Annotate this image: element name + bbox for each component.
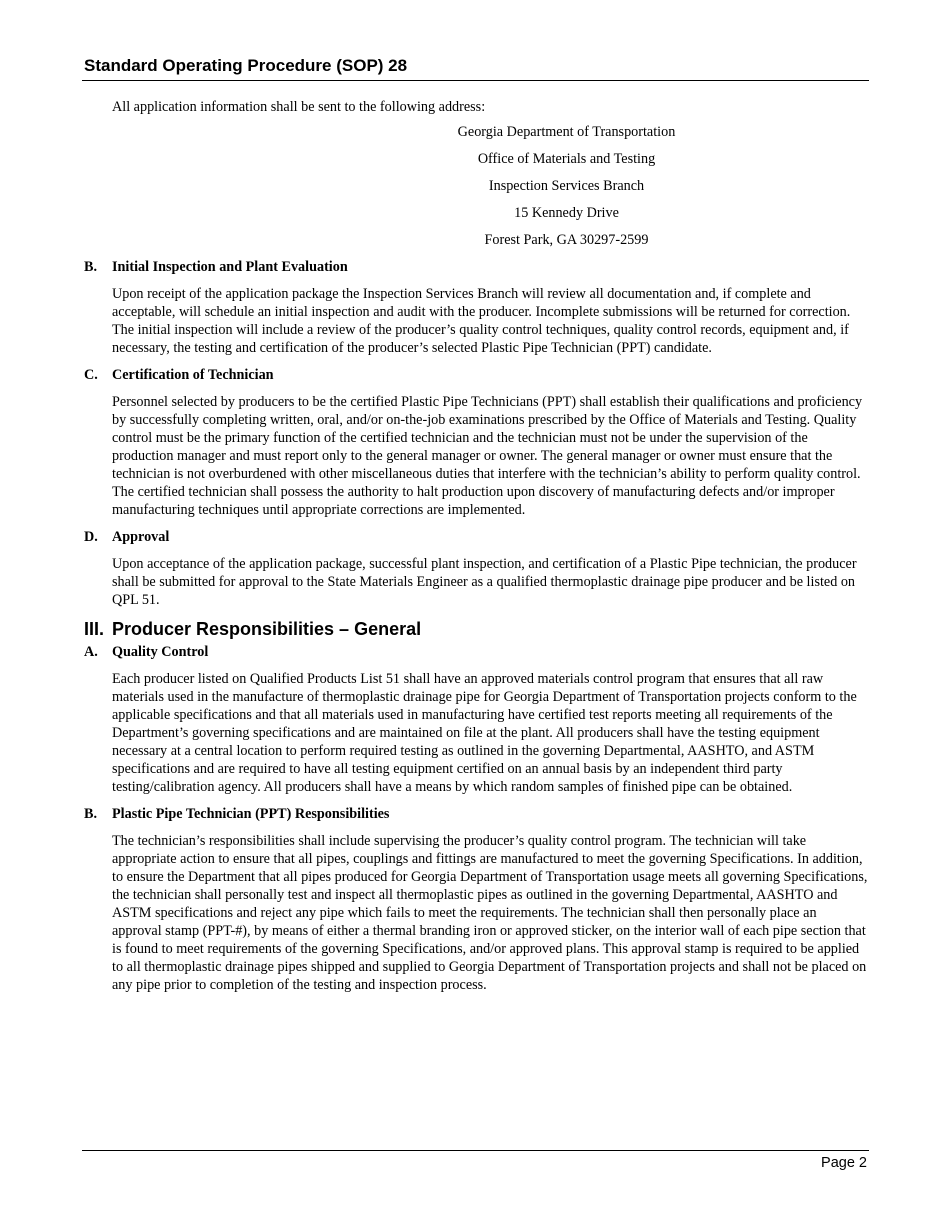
document-body <box>84 98 869 994</box>
section-c-heading <box>84 366 869 384</box>
section-letter: A. <box>84 644 98 660</box>
section-number: III. <box>84 619 105 639</box>
page-number: Page 2 <box>821 1155 867 1171</box>
page-header-title: Standard Operating Procedure (SOP) 28 <box>84 56 408 75</box>
section-iii-a <box>84 643 869 796</box>
section-title: Certification of Technician <box>112 367 274 383</box>
section-title: Approval <box>112 529 170 545</box>
section-iii-b <box>84 805 869 994</box>
section-d-text: Upon acceptance of the application package, successful plant inspection, and certification of a Plastic Pipe technician, the producer shall be submitted for approval to the State Materials Engineer as a qualified thermoplastic drainage pipe producer and be listed on QPL 51. <box>112 556 857 608</box>
section-iii-b-heading <box>84 805 869 823</box>
section-d <box>84 528 869 609</box>
section-title: Quality Control <box>112 644 209 660</box>
address-line: Forest Park, GA 30297-2599 <box>484 232 649 248</box>
section-iii-a-text: Each producer listed on Qualified Products List 51 shall have an approved materials control program that ensures that all raw materials used in the manufacture of thermoplastic drainage pipe for Georgia Department of Transportation projects conform to the applicable specifications and that all materials used in manufacturing have certified test reports meeting all requirements of the Department’s governing specifications and are maintained on file at the plant. All producers shall have the testing equipment necessary at a central location to perform required testing as outlined in the governing Departmental, AASHTO, and ASTM specifications and are required to have all testing equipment certified on an annual basis by an independent third party testing/calibration agency. All producers shall have a means by which random samples of finished pipe can be obtained. <box>112 671 857 795</box>
section-iii-a-heading <box>84 643 869 661</box>
address-line: Office of Materials and Testing <box>477 151 656 167</box>
section-title: Plastic Pipe Technician (PPT) Responsibilities <box>112 806 390 822</box>
header-divider <box>82 80 869 81</box>
section-iii-heading <box>84 618 869 640</box>
section-letter: D. <box>84 529 98 545</box>
section-iii <box>84 618 869 640</box>
address-line: 15 Kennedy Drive <box>514 205 619 221</box>
address-line: Inspection Services Branch <box>488 178 645 194</box>
mailing-address <box>264 123 869 249</box>
section-c-text: Personnel selected by producers to be the certified Plastic Pipe Technicians (PPT) shall establish their qualifications and proficiency by successfully completing written, oral, and/or on-the-job examinations prescribed by the Office of Materials and Testing. Quality control must be the primary function of the certified technician and the technician must not be under the supervision of the production manager and must report only to the general manager or owner. The general manager or owner must ensure that the technician is not overburdened with other miscellaneous duties that interfere with the technician’s ability to perform quality control. The certified technician shall possess the authority to halt production upon discovery of manufacturing defects and/or improper manufacturing techniques until appropriate corrections are implemented. <box>112 394 863 518</box>
section-letter: C. <box>84 367 98 383</box>
address-line: Georgia Department of Transportation <box>457 124 676 140</box>
section-iii-b-text: The technician’s responsibilities shall include supervising the producer’s quality control program. The technician will take appropriate action to ensure that all pipes, couplings and fittings are manufactured to meet the governing Specifications. In addition, to ensure the Department that all pipes produced for Georgia Department of Transportation usage meets all governing Specifications, the technician shall personally test and inspect all thermoplastic pipes as outlined in the governing Departmental, AASHTO and ASTM specifications and reject any pipe which fails to meet the requirements. The technician shall then personally place an approval stamp (PPT-#), by means of either a thermal branding iron or approved sticker, on the interior wall of each pipe section that is found to meet requirements of the governing Specifications, and/or approved plans. This approval stamp is required to be applied to all thermoplastic drainage pipes shipped and supplied to Georgia Department of Transportation projects and shall not be placed on any pipe prior to completion of the testing and inspection process. <box>112 833 868 993</box>
section-letter: B. <box>84 806 98 822</box>
footer-divider <box>82 1150 869 1151</box>
section-b-text: Upon receipt of the application package the Inspection Services Branch will review all documentation and, if complete and acceptable, will schedule an initial inspection and audit with the producer. Incomplete submissions will be returned for correction. The initial inspection will include a review of the producer’s quality control techniques, quality control records, equipment and, if necessary, the testing and certification of the producer’s selected Plastic Pipe Technician (PPT) candidate. <box>112 286 851 356</box>
section-b <box>84 258 869 357</box>
section-c <box>84 366 869 519</box>
section-title: Producer Responsibilities – General <box>112 619 422 639</box>
section-letter: B. <box>84 259 98 275</box>
intro-text: All application information shall be sent to the following address: <box>112 99 486 115</box>
section-title: Initial Inspection and Plant Evaluation <box>112 259 348 275</box>
section-b-heading <box>84 258 869 276</box>
section-d-heading <box>84 528 869 546</box>
